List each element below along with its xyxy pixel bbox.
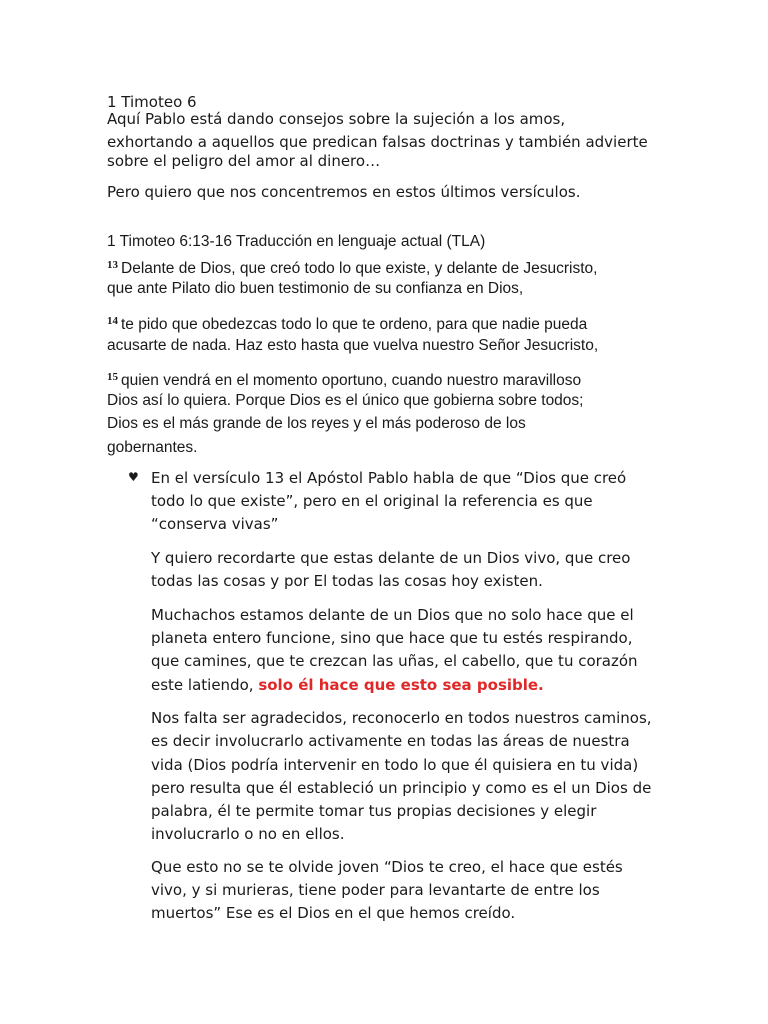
paragraph-line: que camines, que te crezcan las uñas, el cabello, que tu corazón bbox=[151, 652, 638, 670]
verse-14-line: $^{14}$ te pido que obedezcas todo lo que te ordeno, para que nadie pueda bbox=[107, 315, 588, 333]
paragraph-line: pero resulta que él estableció un principio y como es el un Dios de bbox=[151, 779, 652, 797]
paragraph-line: planeta entero funcione, sino que hace que tu estés respirando, bbox=[151, 629, 633, 647]
paragraph-line: este latiendo, solo él hace que esto sea posible. bbox=[151, 676, 544, 694]
focus-paragraph: Pero quiero que nos concentremos en estos últimos versículos. bbox=[107, 183, 581, 201]
emphasis-text: solo él hace que esto sea posible. bbox=[258, 676, 544, 694]
intro-line: sobre el peligro del amor al dinero… bbox=[107, 152, 381, 170]
passage-title: 1 Timoteo 6:13-16 Traducción en lenguaje actual (TLA) bbox=[107, 233, 486, 250]
bullet-paragraph-line: En el versículo 13 el Apóstol Pablo habla de que “Dios que creó bbox=[151, 469, 627, 487]
verse-number: 13 bbox=[107, 259, 118, 271]
paragraph-line: es decir involucrarlo activamente en todas las áreas de nuestra bbox=[151, 732, 630, 750]
paragraph-line: Nos falta ser agradecidos, reconocerlo en todos nuestros caminos, bbox=[151, 709, 652, 727]
paragraph-line: Que esto no se te olvide joven “Dios te creo, el hace que estés bbox=[151, 858, 623, 876]
intro-line: Aquí Pablo está dando consejos sobre la sujeción a los amos, bbox=[107, 110, 566, 128]
verse-number: 14 bbox=[107, 315, 118, 327]
bullet-paragraph-line: todo lo que existe”, pero en el original la referencia es que bbox=[151, 492, 593, 510]
paragraph-line: palabra, él te permite tomar tus propias decisiones y elegir bbox=[151, 802, 597, 820]
verse-15-line: $^{15}$ quien vendrá en el momento oportuno, cuando nuestro maravilloso bbox=[107, 371, 582, 389]
paragraph-line: todas las cosas y por El todas las cosas hoy existen. bbox=[151, 572, 543, 590]
bullet-paragraph-line: “conserva vivas” bbox=[151, 515, 279, 533]
paragraph-line: muertos” Ese es el Dios en el que hemos creído. bbox=[151, 904, 516, 922]
verse-number: 15 bbox=[107, 371, 118, 383]
intro-line: exhortando a aquellos que predican falsas doctrinas y también advierte bbox=[107, 133, 648, 151]
heart-bullet-icon: ♥ bbox=[128, 470, 139, 484]
paragraph-line: Muchachos estamos delante de un Dios que no solo hace que el bbox=[151, 606, 634, 624]
paragraph-line: Y quiero recordarte que estas delante de un Dios vivo, que creo bbox=[151, 549, 631, 567]
verse-15-line: Dios así lo quiera. Porque Dios es el único que gobierna sobre todos; bbox=[107, 392, 584, 409]
paragraph-line: vida (Dios podría intervenir en todo lo que él quisiera en tu vida) bbox=[151, 756, 639, 774]
verse-13-line: $^{13}$ Delante de Dios, que creó todo lo que existe, y delante de Jesucristo, bbox=[107, 259, 598, 277]
verse-15-line: Dios es el más grande de los reyes y el más poderoso de los bbox=[107, 415, 526, 432]
document-heading: 1 Timoteo 6 bbox=[107, 93, 197, 111]
paragraph-line: vivo, y si murieras, tiene poder para levantarte de entre los bbox=[151, 881, 600, 899]
paragraph-line: involucrarlo o no en ellos. bbox=[151, 825, 345, 843]
verse-15-line: gobernantes. bbox=[107, 439, 198, 456]
verse-14-line: acusarte de nada. Haz esto hasta que vuelva nuestro Señor Jesucristo, bbox=[107, 337, 599, 354]
verse-13-line: que ante Pilato dio buen testimonio de su confianza en Dios, bbox=[107, 280, 524, 297]
